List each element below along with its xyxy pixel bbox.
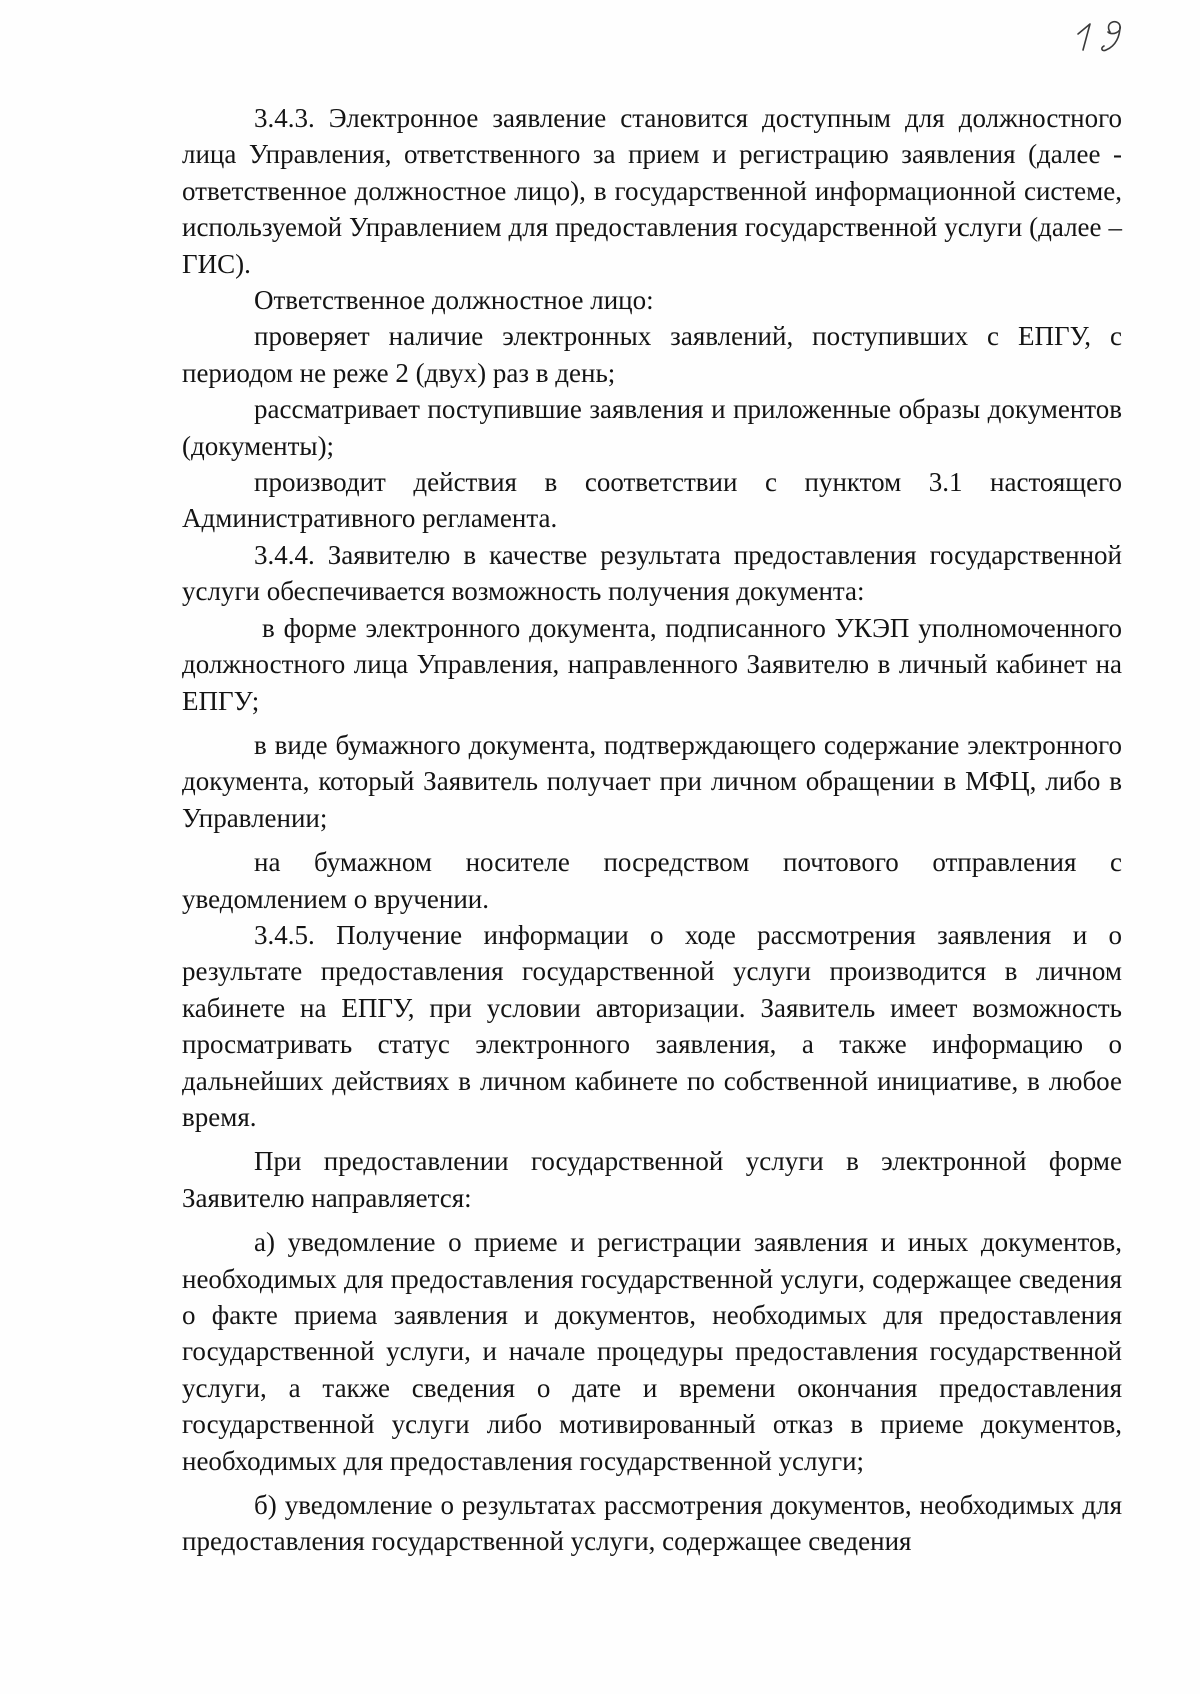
handwritten-page-number-mark [1072,14,1132,54]
paragraph-checks-applications: проверяет наличие электронных заявлений, поступивших с ЕПГУ, с периодом не реже 2 (двух) раз в день; [182,321,1122,388]
paragraph-electronic-service: При предоставлении государственной услуги в электронной форме Заявителю направляется: [182,1146,1122,1213]
paragraph-postal-delivery: на бумажном носителе посредством почтового отправления с уведомлением о вручении. [182,847,1122,914]
paragraph-3-4-5: 3.4.5. Получение информации о ходе рассмотрения заявления и о результате предоставления государственной услуги производится в личном кабинете на ЕПГУ, при условии авторизации. Заявитель имеет возможность просматривать статус электронного заявления, а также информацию о дальнейших действиях в личном кабинете по собственной инициативе, в любое время. [182,919,1122,1132]
paragraph-notice-a: а) уведомление о приеме и регистрации заявления и иных документов, необходимых для предоставления государственной услуги, содержащее сведения о факте приема заявления и документов, необходимых для предоставления государственной услуги, и начале процедуры предоставления государственной услуги, а также сведения о дате и времени окончания предоставления государственной услуги либо мотивированный отказ в приеме документов, необходимых для предоставления государственной услуги; [182,1227,1122,1476]
paragraph-notice-b: б) уведомление о результатах рассмотрения документов, необходимых для предоставления государственной услуги, содержащее сведения [182,1490,1122,1557]
paragraph-responsible-person: Ответственное должностное лицо: [254,285,654,316]
document-body [182,100,1122,1560]
paragraph-electronic-form: в форме электронного документа, подписанного УКЭП уполномоченного должностного лица Управления, направленного Заявителю в личный кабинет на ЕПГУ; [182,612,1122,716]
paragraph-3-4-3: 3.4.3. Электронное заявление становится доступным для должностного лица Управления, ответственного за прием и регистрацию заявления (далее - ответственное должностное лицо), в государственной информационной системе, используемой Управлением для предоставления государственной услуги (далее – ГИС). [182,103,1122,279]
paragraph-paper-document: в виде бумажного документа, подтверждающего содержание электронного документа, который Заявитель получает при личном обращении в МФЦ, либо в Управлении; [182,729,1122,833]
paragraph-reviews-applications: рассматривает поступившие заявления и приложенные образы документов (документы); [182,394,1122,461]
paragraph-performs-actions: производит действия в соответствии с пунктом 3.1 настоящего Административного регламента. [182,467,1122,534]
handwritten-page-number [1072,14,1132,54]
paragraph-3-4-4: 3.4.4. Заявителю в качестве результата предоставления государственной услуги обеспечивается возможность получения документа: [182,539,1122,607]
